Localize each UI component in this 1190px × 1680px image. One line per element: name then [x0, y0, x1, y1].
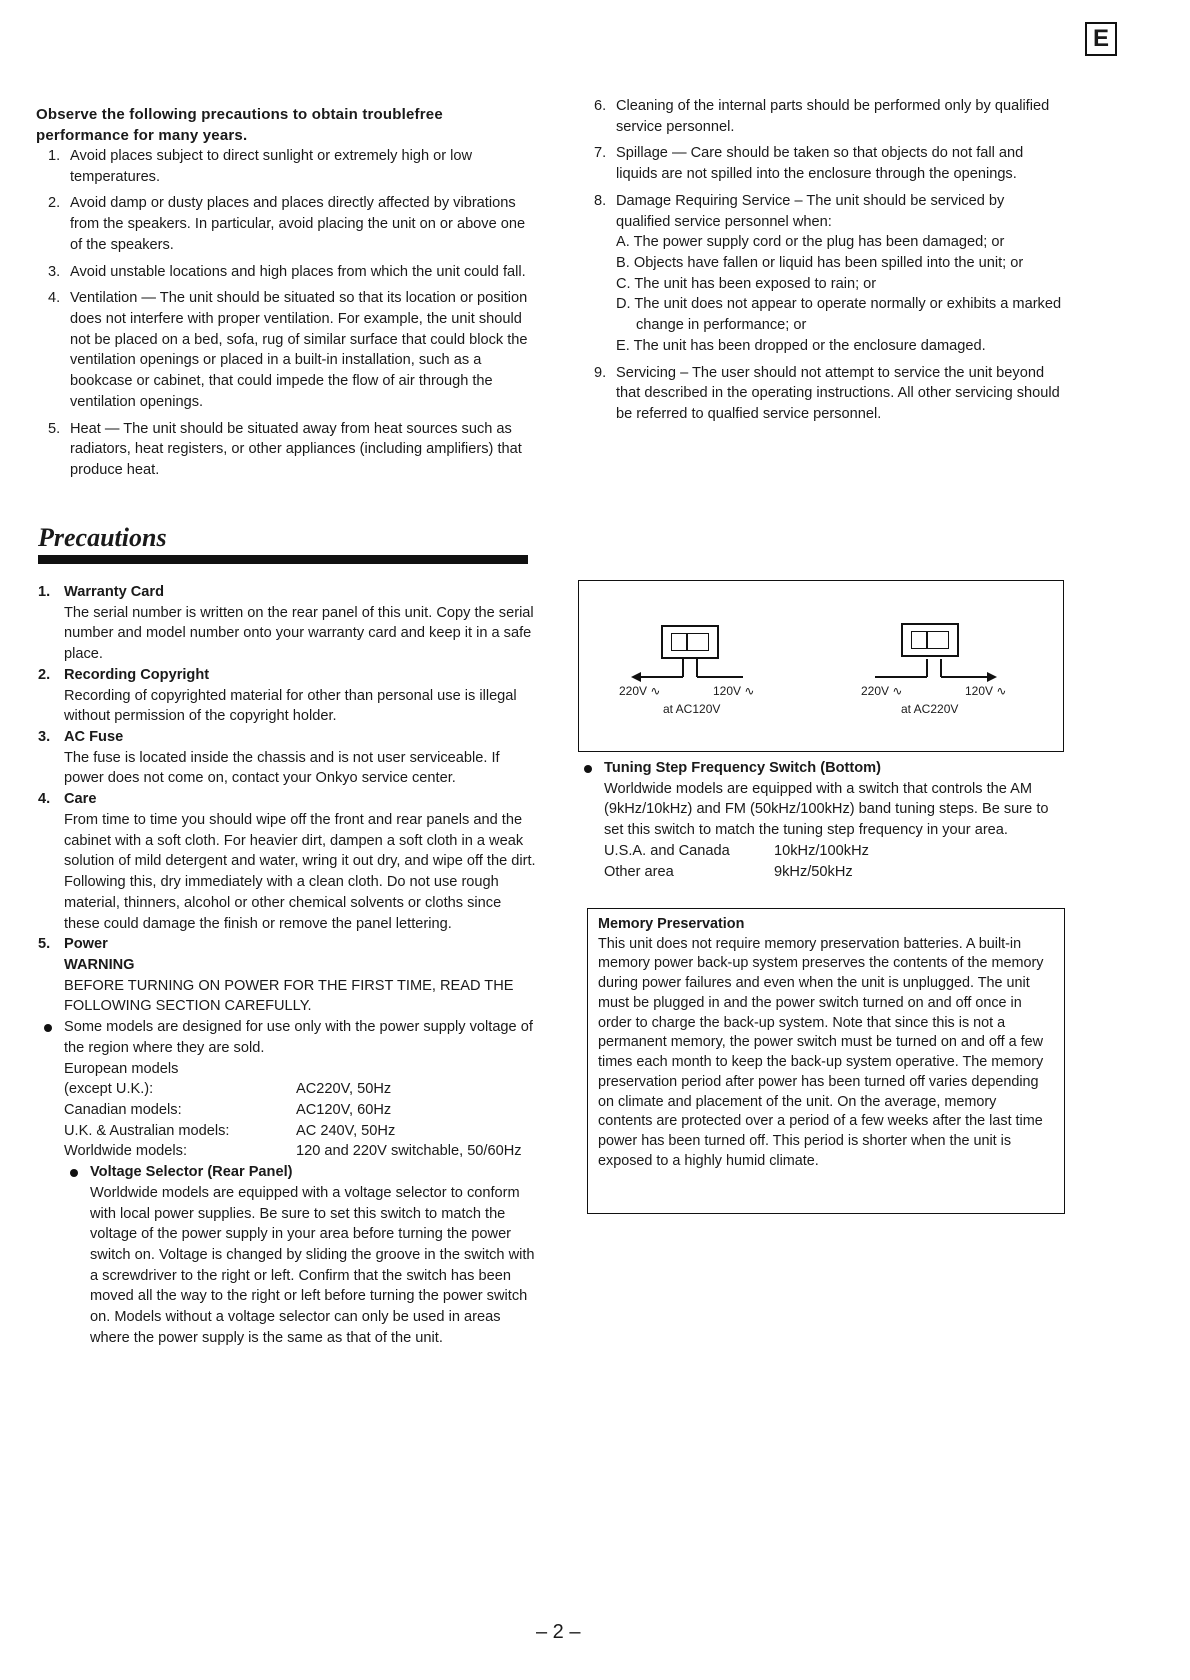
- item-text: Avoid places subject to direct sunlight or extremely high or low temperatures.: [70, 148, 473, 185]
- slide-switch-icon: [661, 625, 719, 659]
- list-item: [582, 143, 1062, 184]
- item-number: 8.: [594, 192, 607, 209]
- section-title: Warranty Card: [64, 584, 165, 600]
- tuning-value: 9kHz/50kHz: [774, 863, 853, 880]
- voltage-value: AC 240V, 50Hz: [296, 1122, 396, 1139]
- memory-preservation-box: [587, 908, 1065, 1214]
- page-number: – 2 –: [536, 1621, 581, 1643]
- memory-text: This unit does not require memory preservation batteries. A built-in memory power back-up system preserves the contents of the memory during power failures and even when the unit is unplugged. The unit must be plugged in and the power switch turned on and off once in order to charge the back-up system. Note that since this is not a permanent memory, the power switch must be turned on and off a few times each month to keep the back-up system operative. The memory preservation period after power has been turned off varies depending on climate and placement of the unit. On the average, memory contents are protected over a period of a few weeks after the last time power has been turned off. This period is shorter when the unit is exposed to a highly humid climate.: [598, 935, 1044, 1169]
- section-title: Care: [64, 791, 97, 808]
- voltage-value: 120 and 220V switchable, 50/60Hz: [296, 1143, 522, 1160]
- bullet-icon: [584, 765, 592, 773]
- section-number: 3.: [38, 729, 51, 746]
- item-number: 4.: [48, 290, 61, 307]
- precautions-section: [38, 582, 538, 1349]
- voltage-region: Worldwide models:: [64, 1143, 188, 1160]
- item-number: 9.: [594, 364, 607, 381]
- item-number: 3.: [48, 263, 61, 280]
- table-row: [64, 1059, 522, 1080]
- tuning-section: [578, 758, 1068, 882]
- item-text: Spillage — Care should be taken so that objects do not fall and liquids are not spilled into the enclosure through the openings.: [616, 145, 1024, 183]
- precautions-heading: Precautions: [38, 523, 167, 552]
- list-item: [36, 419, 536, 481]
- list-item: [36, 193, 536, 255]
- tuning-table: [604, 841, 869, 882]
- selector-text: Worldwide models are equipped with a voltage selector to conform with local power supplies. Be sure to set this switch to match the voltage of the power supply in your area before turning the power switch on. Voltage is changed by sliding the groove in the switch with a screwdriver to the right or left. Confirm that the switch has been moved all the way to the right or left before turning the power switch on. Models without a voltage selector can only be used in areas where the power supply is the same as that of the unit.: [90, 1184, 535, 1346]
- label-120v: 120V ∿: [713, 684, 755, 698]
- item-text: Damage Requiring Service – The unit should be serviced by qualified service personnel when:: [616, 192, 1005, 230]
- voltage-value: AC120V, 60Hz: [296, 1101, 392, 1118]
- warranty-text: The serial number is written on the rear panel of this unit. Copy the serial number and model number onto your warranty card and keep it in a safe place.: [64, 604, 534, 663]
- tuning-value: 10kHz/100kHz: [774, 842, 869, 859]
- figure-caption: at AC120V: [663, 702, 721, 716]
- tuning-region: Other area: [604, 863, 674, 880]
- slide-switch-icon: [901, 623, 959, 657]
- power-bullet: [38, 1017, 538, 1058]
- item-text: Servicing – The user should not attempt to service the unit beyond that described in the operating instructions. All other servicing should be referred to qualfied service personnel.: [616, 364, 1060, 423]
- arrow-head-icon: [987, 672, 997, 682]
- label-120v: 120V ∿: [965, 684, 1007, 698]
- figure-caption: at AC220V: [901, 702, 959, 716]
- damage-sub-item: E. The unit has been dropped or the enclosure damaged.: [616, 337, 986, 354]
- voltage-region: European models: [64, 1060, 179, 1077]
- heading-rule: [38, 555, 528, 564]
- section-badge: E: [1085, 22, 1117, 56]
- bullet-icon: [70, 1169, 78, 1177]
- table-row: [64, 1121, 522, 1142]
- voltage-table: [64, 1059, 522, 1163]
- copyright-text: Recording of copyrighted material for other than personal use is illegal without permission of the copyright holder.: [64, 687, 517, 725]
- table-row: [64, 1079, 522, 1100]
- item-text: Avoid unstable locations and high places from which the unit could fall.: [70, 263, 526, 280]
- fuse-heading: [38, 727, 538, 748]
- tuning-bullet: [578, 758, 1068, 779]
- memory-title: Memory Preservation: [598, 916, 745, 932]
- item-number: 2.: [48, 195, 61, 212]
- table-row: [604, 841, 869, 862]
- fuse-text: The fuse is located inside the chassis and is not user serviceable. If power does not come on, contact your Onkyo service center.: [64, 749, 500, 787]
- voltage-value: AC220V, 50Hz: [296, 1081, 392, 1098]
- section-number: 4.: [38, 791, 51, 808]
- care-heading: [38, 789, 538, 810]
- label-220v: 220V ∿: [861, 684, 903, 698]
- section-number: 2.: [38, 666, 51, 683]
- section-title: Power: [64, 936, 108, 953]
- damage-sub-item: D. The unit does not appear to operate normally or exhibits a marked change in performance; or: [616, 296, 1062, 334]
- care-text: From time to time you should wipe off the front and rear panels and the cabinet with a soft cloth. For heavier dirt, dampen a soft cloth in a weak solution of mild detergent and water, wring it out dry, and wipe off the dirt. Following this, dry immediately with a clean cloth. Do not use rough material, thinners, alcohol or other chemical solvents or cloths since these could damage the finish or remove the panel lettering.: [64, 811, 536, 932]
- voltage-switch-figure: [578, 580, 1064, 752]
- item-text: Heat — The unit should be situated away from heat sources such as radiators, heat registers, or other appliances (including amplifiers) that produce heat.: [70, 420, 522, 479]
- selector-title: Voltage Selector (Rear Panel): [90, 1164, 293, 1181]
- damage-sub-item: B. Objects have fallen or liquid has been spilled into the unit; or: [616, 255, 1024, 272]
- figure-lines: [579, 581, 1063, 751]
- power-bullet-text: Some models are designed for use only with the power supply voltage of the region where they are sold.: [64, 1019, 533, 1056]
- item-number: 7.: [594, 145, 607, 162]
- intro-title: Observe the following precautions to obtain troublefree performance for many years.: [36, 106, 443, 145]
- arrow-head-icon: [631, 672, 641, 682]
- voltage-region: Canadian models:: [64, 1101, 182, 1118]
- list-item: [36, 146, 536, 187]
- damage-sub-item: C. The unit has been exposed to rain; or: [616, 275, 877, 292]
- label-220v: 220V ∿: [619, 684, 661, 698]
- item-text: Avoid damp or dusty places and places directly affected by vibrations from the speakers. In particular, avoid placing the unit on or above one of the speakers.: [70, 195, 526, 253]
- item-text: Ventilation — The unit should be situated so that its location or position does not interfere with proper ventilation. For example, the unit should not be placed on a bed, sofa, rug of similar surface that could block the ventilation openings or placed in a built-in installation, such as a bookcase or cabinet, that could impede the flow of air through the ventilation openings.: [70, 290, 528, 410]
- intro-right-list: [582, 96, 1062, 431]
- warning-title: WARNING: [64, 956, 135, 973]
- item-number: 6.: [594, 98, 607, 114]
- tuning-title: Tuning Step Frequency Switch (Bottom): [604, 760, 882, 776]
- voltage-region: U.K. & Australian models:: [64, 1122, 230, 1139]
- section-number: 5.: [38, 936, 51, 953]
- copyright-heading: [38, 665, 538, 686]
- section-number: 1.: [38, 584, 51, 600]
- intro-left-list: [36, 146, 536, 487]
- warranty-heading: [38, 582, 538, 603]
- voltage-region: (except U.K.):: [64, 1081, 154, 1098]
- power-heading: [38, 934, 538, 955]
- item-number: 5.: [48, 420, 61, 437]
- item-number: 1.: [48, 148, 61, 164]
- damage-sub-item: A. The power supply cord or the plug has been damaged; or: [616, 234, 1005, 251]
- selector-bullet: [64, 1162, 538, 1183]
- warning-text: BEFORE TURNING ON POWER FOR THE FIRST TIME, READ THE FOLLOWING SECTION CAREFULLY.: [64, 977, 514, 1015]
- list-item: [582, 363, 1062, 425]
- list-item: [36, 288, 536, 412]
- voltage-value: [296, 1059, 522, 1080]
- table-row: [64, 1141, 522, 1162]
- table-row: [64, 1100, 522, 1121]
- list-item: [582, 96, 1062, 137]
- tuning-text: Worldwide models are equipped with a switch that controls the AM (9kHz/10kHz) and FM (50kHz/100kHz) band tuning steps. Be sure to set this switch to match the tuning step frequency in your area.: [604, 780, 1049, 839]
- section-title: AC Fuse: [64, 729, 124, 746]
- item-text: Cleaning of the internal parts should be performed only by qualified service personnel.: [616, 98, 1050, 135]
- bullet-icon: [44, 1024, 52, 1032]
- list-item: [36, 262, 536, 283]
- list-item: [582, 191, 1062, 357]
- tuning-region: U.S.A. and Canada: [604, 842, 730, 859]
- section-title: Recording Copyright: [64, 666, 210, 683]
- table-row: [604, 862, 869, 883]
